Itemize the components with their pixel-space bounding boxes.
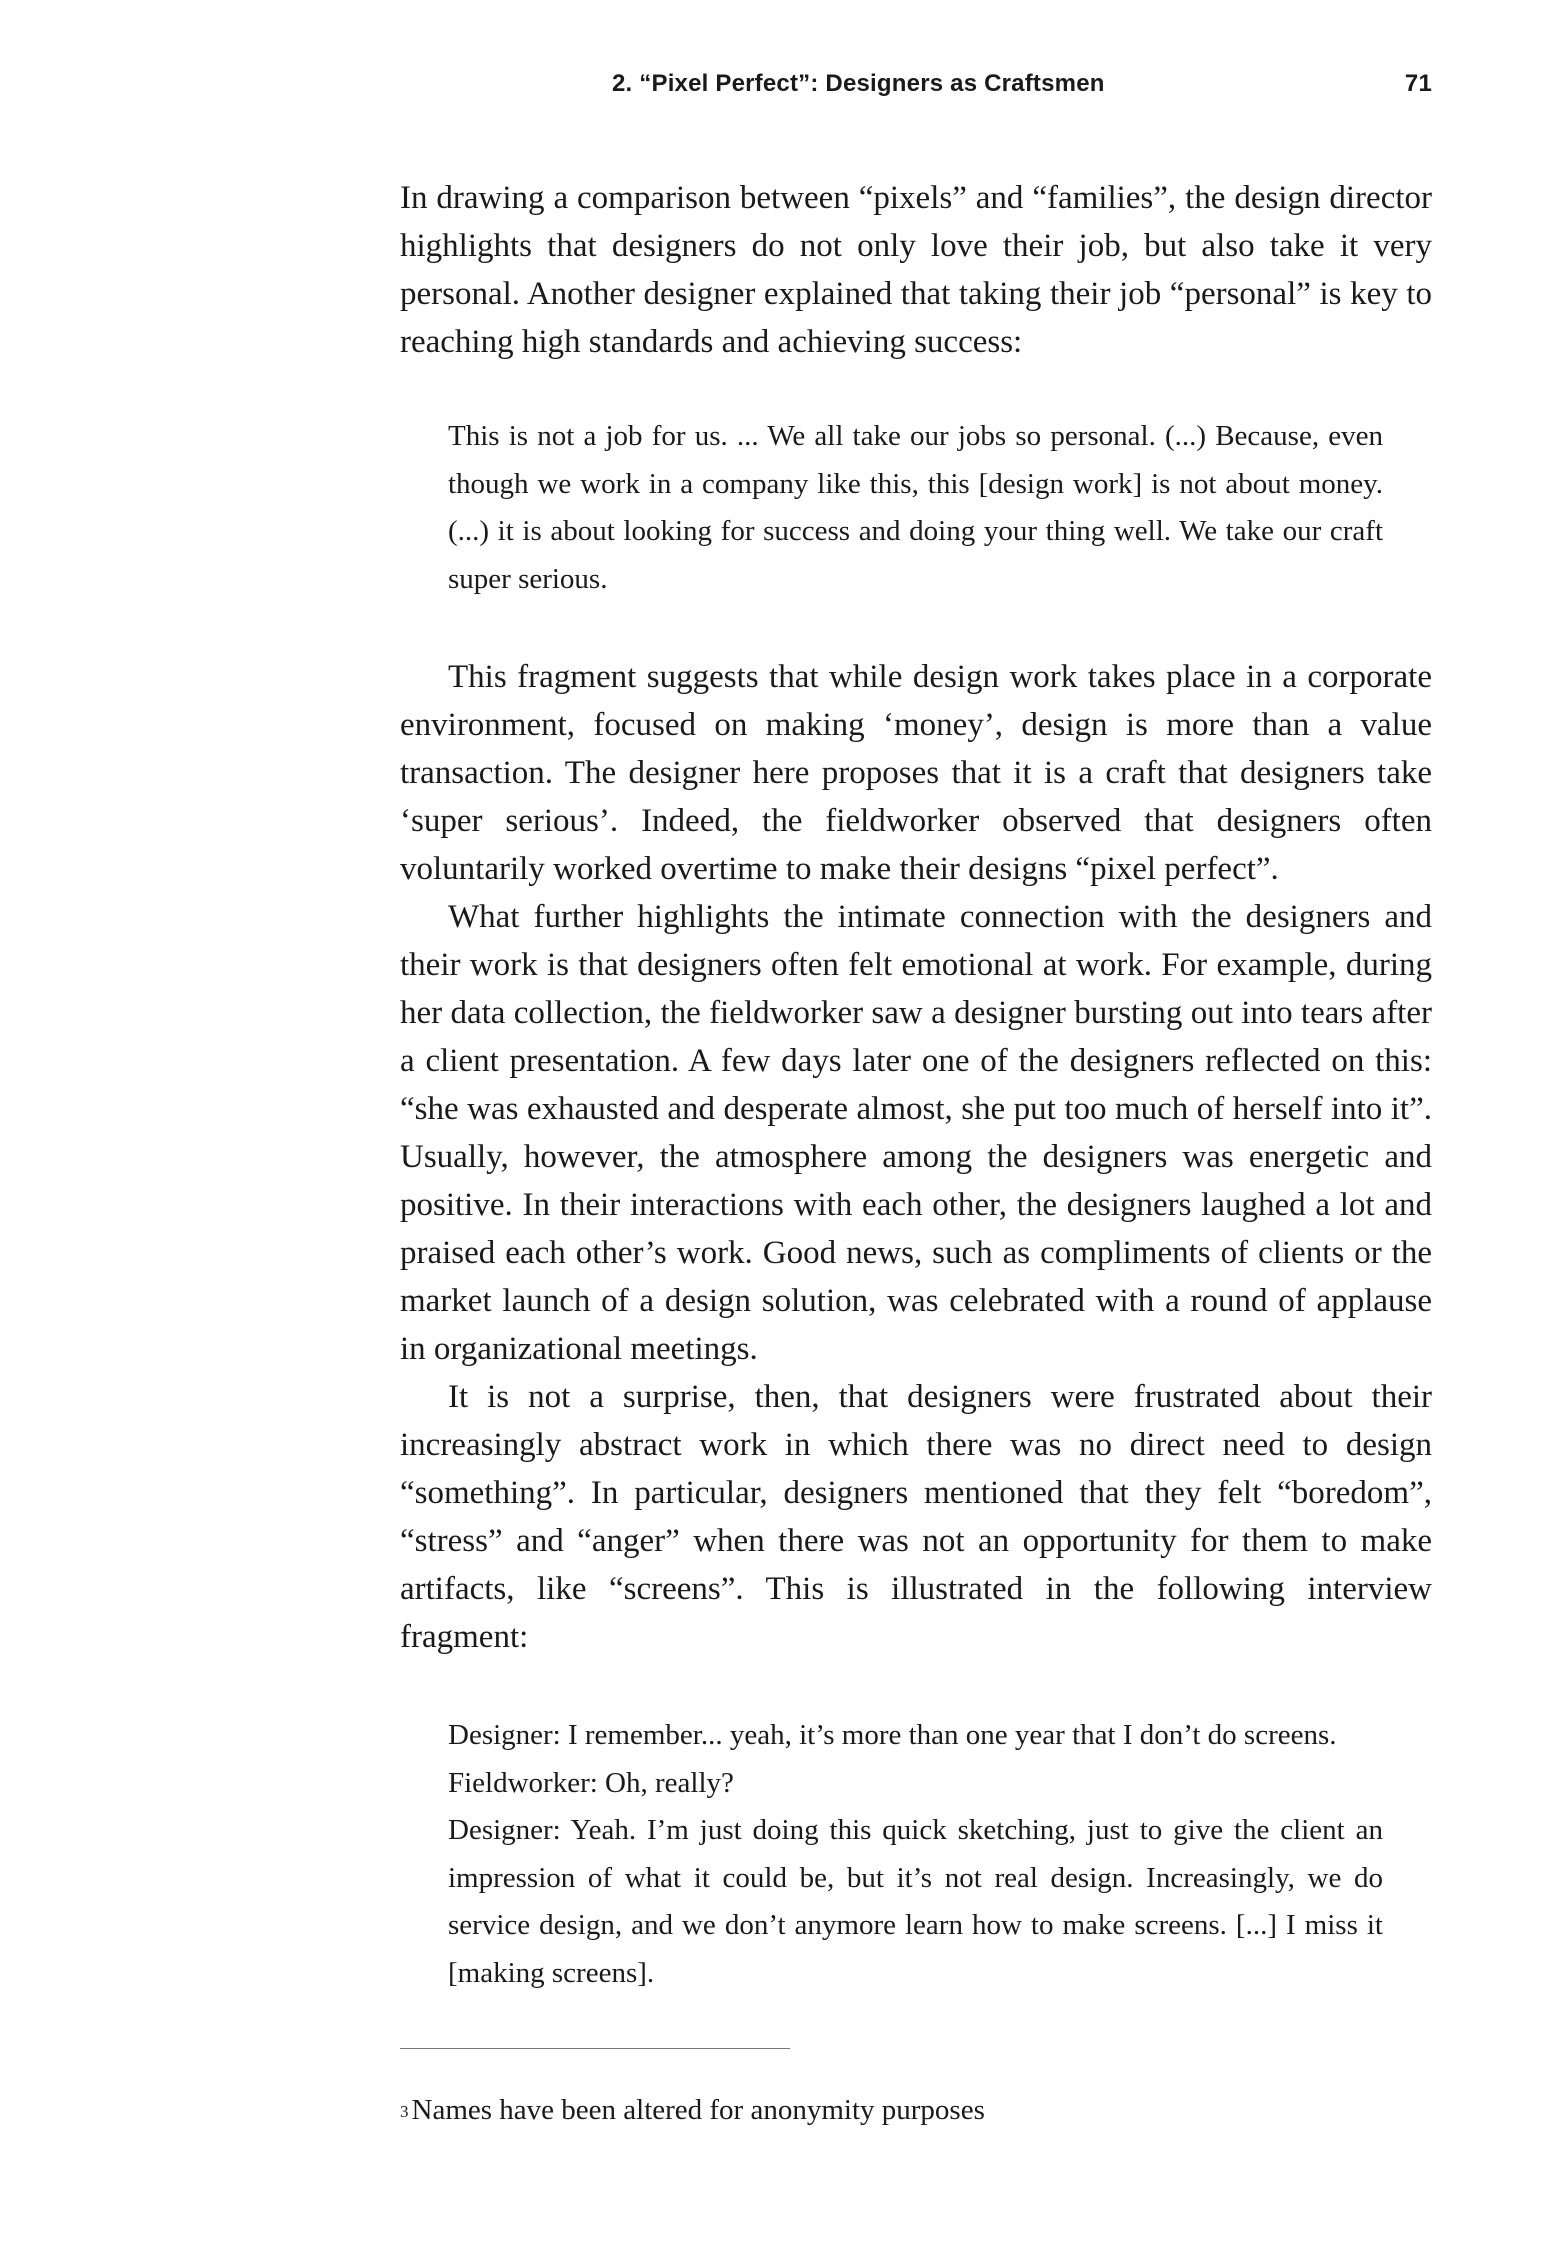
dialogue-line: Fieldworker: Oh, really?	[448, 1766, 734, 1799]
running-header	[400, 70, 1432, 104]
paragraph-2: This fragment suggests that while design work takes place in a corporate environment, focused on making ‘money’, design is more than a value transaction. The designer here proposes that it is a craft that designers take ‘super serious’. Indeed, the fieldworker observed that designers often voluntarily worked overtime to make their designs “pixel perfect”.	[400, 659, 1432, 887]
dialogue-line: Designer: I remember... yeah, it’s more than one year that I don’t do screens.	[448, 1719, 1337, 1751]
page-number: 71	[1404, 70, 1432, 97]
paragraph-4: It is not a surprise, then, that designers were frustrated about their increasingly abstract work in which there was no direct need to design “something”. In particular, designers mentioned that they felt “boredom”, “stress” and “anger” when there was not an opportunity for them to make artifacts, like “screens”. This is illustrated in the following interview fragment:	[400, 1379, 1432, 1655]
footnote-text: Names have been altered for anonymity purposes	[411, 2094, 985, 2126]
footnote-divider	[400, 2048, 790, 2049]
dialogue-line: Designer: Yeah. I’m just doing this quick sketching, just to give the client an impression of what it could be, but it’s not real design. Increasingly, we do service design, and we don’t anymore learn how to make screens. [...] I miss it [making screens].	[448, 1814, 1383, 1989]
interview-dialogue	[448, 1712, 1383, 1997]
footnote-number: 3	[400, 2102, 409, 2121]
chapter-title: 2. “Pixel Perfect”: Designers as Craftsmen	[612, 70, 1105, 97]
paragraph-3: What further highlights the intimate connection with the designers and their work is that designers often felt emotional at work. For example, during her data collection, the fieldworker saw a designer bursting out into tears after a client presentation. A few days later one of the designers reflected on this: “she was exhausted and desperate almost, she put too much of herself into it”. Usually, however, the atmosphere among the designers was energetic and positive. In their interactions with each other, the designers laughed a lot and praised each other’s work. Good news, such as compliments of clients or the market launch of a design solution, was celebrated with a round of applause in organizational meetings.	[400, 899, 1432, 1367]
block-quote	[448, 413, 1383, 603]
body-section-1	[400, 174, 1432, 366]
quote-text: This is not a job for us. ... We all take our jobs so personal. (...) Because, even though we work in a company like this, this [design work] is not about money. (...) it is about looking for success and doing your thing well. We take our craft super serious.	[448, 420, 1383, 595]
footnote	[400, 2090, 985, 2130]
body-section-2	[400, 653, 1432, 1661]
paragraph-1: In drawing a comparison between “pixels” and “families”, the design director highlights that designers do not only love their job, but also take it very personal. Another designer explained that taking their job “personal” is key to reaching high standards and achieving success:	[400, 180, 1432, 360]
